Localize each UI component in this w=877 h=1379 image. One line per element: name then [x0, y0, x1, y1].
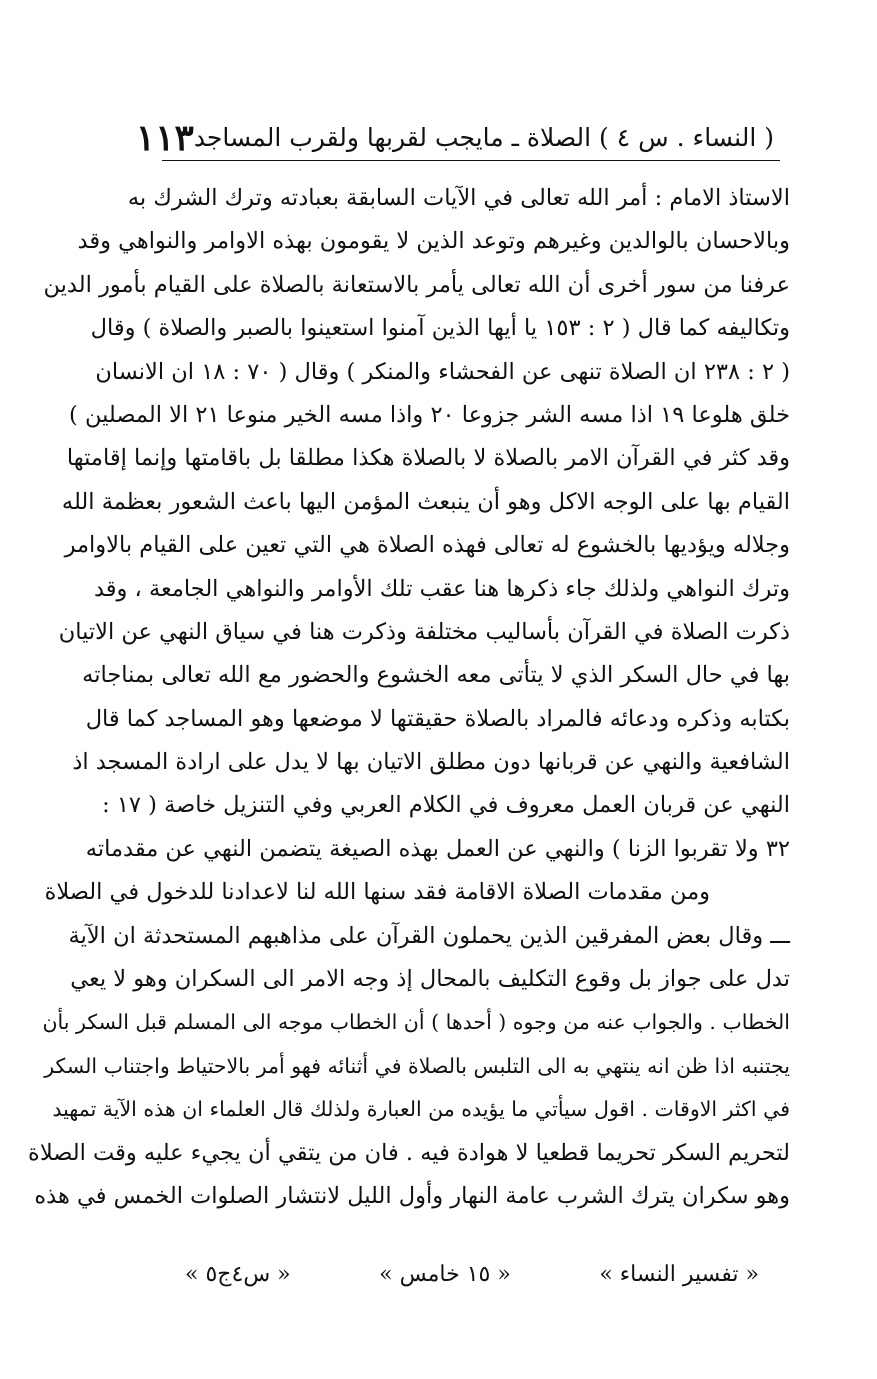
text-line-18: ـــ وقال بعض المفرقين الذين يحملون القرآن على مذاهبهم المستحدثة ان الآية	[68, 922, 790, 949]
text-line-21: يجتنبه اذا ظن انه ينتهي به الى التلبس بالصلاة في أثنائه فهو أمر بالاحتياط واجتناب السكر	[44, 1053, 790, 1078]
body-text	[28, 177, 790, 1218]
text-line-11: ذكرت الصلاة في القرآن بأساليب مختلفة وذكرت هنا في سياق النهي عن الاتيان	[58, 618, 790, 645]
text-line-17: ومن مقدمات الصلاة الاقامة فقد سنها الله لنا لاعدادنا للدخول في الصلاة	[44, 879, 710, 906]
page-footer	[185, 1254, 759, 1294]
text-line-19: تدل على جواز بل وقوع التكليف بالمحال إذ وجه الامر الى السكران وهو لا يعي	[70, 966, 790, 993]
running-head-title: ( النساء . س ٤ ) الصلاة ـ مايجب لقربها ولقرب المساجد	[193, 123, 774, 152]
text-line-9: وجلاله ويؤديها بالخشوع له تعالى فهذه الصلاة هي التي تعين على القيام بالاوامر	[64, 532, 790, 559]
text-line-3: عرفنا من سور أخرى أن الله تعالى يأمر بالاستعانة بالصلاة على القيام بأمور الدين	[43, 271, 790, 298]
header-rule	[162, 160, 780, 161]
text-line-10: وترك النواهي ولذلك جاء ذكرها هنا عقب تلك الأوامر والنواهي الجامعة ، وقد	[93, 575, 790, 602]
text-line-8: القيام بها على الوجه الاكل وهو أن ينبعث المؤمن اليها باعث الشعور بعظمة الله	[61, 488, 790, 515]
text-line-16: ٣٢ ولا تقربوا الزنا ) والنهي عن العمل بهذه الصيغة يتضمن النهي عن مقدماته	[85, 835, 790, 862]
text-line-4: وتكاليفه كما قال ( ٢ : ١٥٣ يا أيها الذين آمنوا استعينوا بالصبر والصلاة ) وقال	[90, 315, 790, 342]
text-line-22: في اكثر الاوقات . اقول سيأتي ما يؤيده من العبارة ولذلك قال العلماء ان هذه الآية تمهيد	[52, 1097, 790, 1122]
text-line-6: خلق هلوعا ١٩ اذا مسه الشر جزوعا ٢٠ واذا مسه الخير منوعا ٢١ الا المصلين )	[69, 401, 790, 428]
running-head	[135, 112, 774, 159]
text-line-7: وقد كثر في القرآن الامر بالصلاة لا بالصلاة هكذا مطلقا بل باقامتها وإنما إقامتها	[66, 445, 790, 472]
footer-signature: « س٤ج٥ »	[185, 1261, 291, 1287]
footer-book-title: « تفسير النساء »	[599, 1261, 759, 1287]
footer-part: « ١٥ خامس »	[379, 1261, 511, 1287]
text-line-13: بكتابه وذكره ودعائه فالمراد بالصلاة حقيقتها لا موضعها وهو المساجد كما قال	[85, 705, 790, 732]
text-line-14: الشافعية والنهي عن قربانها دون مطلق الاتيان بها لا يدل على ارادة المسجد اذ	[72, 749, 790, 776]
text-line-15: النهي عن قربان العمل معروف في الكلام العربي وفي التنزيل خاصة ( ١٧ :	[102, 792, 790, 819]
text-line-23: لتحريم السكر تحريما قطعيا لا هوادة فيه . فان من يتقي أن يجيء عليه وقت الصلاة	[28, 1139, 790, 1166]
text-line-1: الاستاذ الامام : أمر الله تعالى في الآيات السابقة بعبادته وترك الشرك به	[127, 185, 790, 211]
text-line-2: وبالاحسان بالوالدين وغيرهم وتوعد الذين لا يقومون بهذه الاوامر والنواهي وقد	[77, 228, 790, 255]
page-number: ١١٣	[135, 117, 194, 159]
text-line-20: الخطاب . والجواب عنه من وجوه ( أحدها ) أن الخطاب موجه الى المسلم قبل السكر بأن	[42, 1010, 790, 1035]
text-line-5: ( ٢ : ٢٣٨ ان الصلاة تنهى عن الفحشاء والمنكر ) وقال ( ٧٠ : ١٨ ان الانسان	[95, 358, 790, 385]
text-line-24: وهو سكران يترك الشرب عامة النهار وأول الليل لانتشار الصلوات الخمس في هذه	[34, 1182, 790, 1209]
text-line-12: بها في حال السكر الذي لا يتأتى معه الخشوع والحضور مع الله تعالى بمناجاته	[82, 662, 790, 689]
